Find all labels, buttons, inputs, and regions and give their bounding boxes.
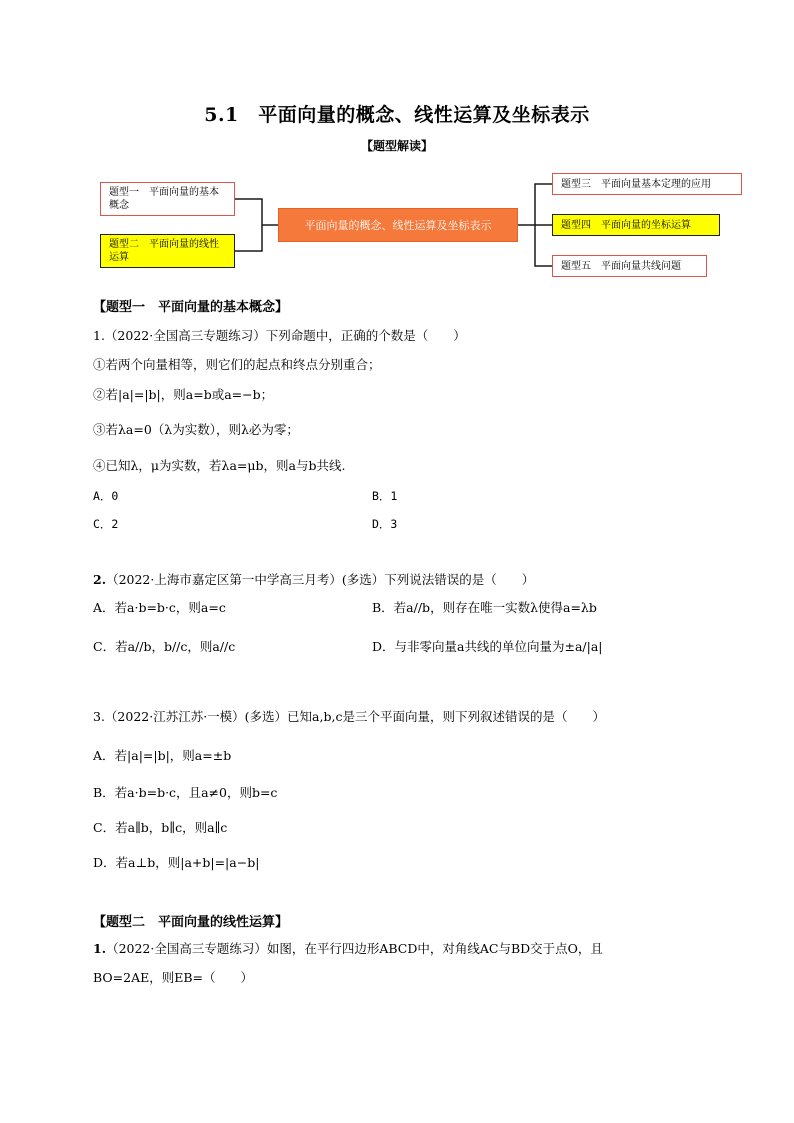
mindmap-node-type5: 题型五 平面向量共线问题 xyxy=(552,255,707,277)
q2-option-b: B．若a//b，则存在唯一实数λ使得a=λb xyxy=(372,600,597,615)
q3-option-d: D．若a⊥b，则|a+b|=|a−b| xyxy=(93,855,260,870)
q1-statement-1: ①若两个向量相等，则它们的起点和终点分别重合； xyxy=(93,357,381,372)
section-heading-type2: 【题型二 平面向量的线性运算】 xyxy=(93,915,289,930)
q2-stem xyxy=(93,570,534,588)
q1-option-c: C．2 xyxy=(93,517,119,531)
q3-stem: 3.（2022·江苏江苏·一模）(多选）已知a,b,c是三个平面向量，则下列叙述错误的是（ ） xyxy=(93,709,605,724)
page-subtitle: 【题型解读】 xyxy=(360,139,433,153)
q3-option-a: A．若|a|=|b|，则a=±b xyxy=(93,748,232,763)
q1-option-a: A．0 xyxy=(93,489,119,503)
q1-option-d: D．3 xyxy=(372,517,398,531)
mindmap-node-type3: 题型三 平面向量基本定理的应用 xyxy=(552,173,742,195)
page-title: 5.1 平面向量的概念、线性运算及坐标表示 xyxy=(204,104,590,126)
q1-statement-2: ②若|a|=|b|，则a=b或a=−b； xyxy=(93,387,274,402)
q3-option-b: B．若a·b=b·c，且a≠0，则b=c xyxy=(93,785,278,800)
q4-number: 1. xyxy=(93,941,107,956)
q2-stem-text: （2022·上海市嘉定区第一中学高三月考）(多选）下列说法错误的是（ ） xyxy=(106,572,535,587)
mindmap-node-type1: 题型一 平面向量的基本概念 xyxy=(100,182,235,216)
q2-option-c: C．若a//b，b//c，则a//c xyxy=(93,639,236,654)
mindmap-node-type4: 题型四 平面向量的坐标运算 xyxy=(552,214,720,236)
q4-line2: BO=2AE，则EB=（ ） xyxy=(93,970,254,985)
q1-statement-4: ④已知λ，μ为实数，若λa=μb，则a与b共线. xyxy=(93,458,346,473)
mindmap-node-type2: 题型二 平面向量的线性运算 xyxy=(100,234,235,268)
q4-line1 xyxy=(93,939,603,957)
q2-option-d: D．与非零向量a共线的单位向量为±a/|a| xyxy=(372,639,603,654)
q1-option-b: B．1 xyxy=(372,489,398,503)
q2-number: 2. xyxy=(93,572,107,587)
mindmap-center-node: 平面向量的概念、线性运算及坐标表示 xyxy=(278,208,518,242)
q4-line1-text: （2022·全国高三专题练习）如图，在平行四边形ABCD中，对角线AC与BD交于点O，且 xyxy=(106,941,603,956)
q2-option-a: A．若a·b=b·c，则a=c xyxy=(93,600,226,615)
section-heading-type1: 【题型一 平面向量的基本概念】 xyxy=(93,300,289,315)
q1-stem: 1.（2022·全国高三专题练习）下列命题中，正确的个数是（ ） xyxy=(93,328,466,343)
q3-option-c: C．若a∥b，b∥c，则a∥c xyxy=(93,820,228,835)
q1-statement-3: ③若λa=0（λ为实数），则λ必为零； xyxy=(93,422,299,437)
